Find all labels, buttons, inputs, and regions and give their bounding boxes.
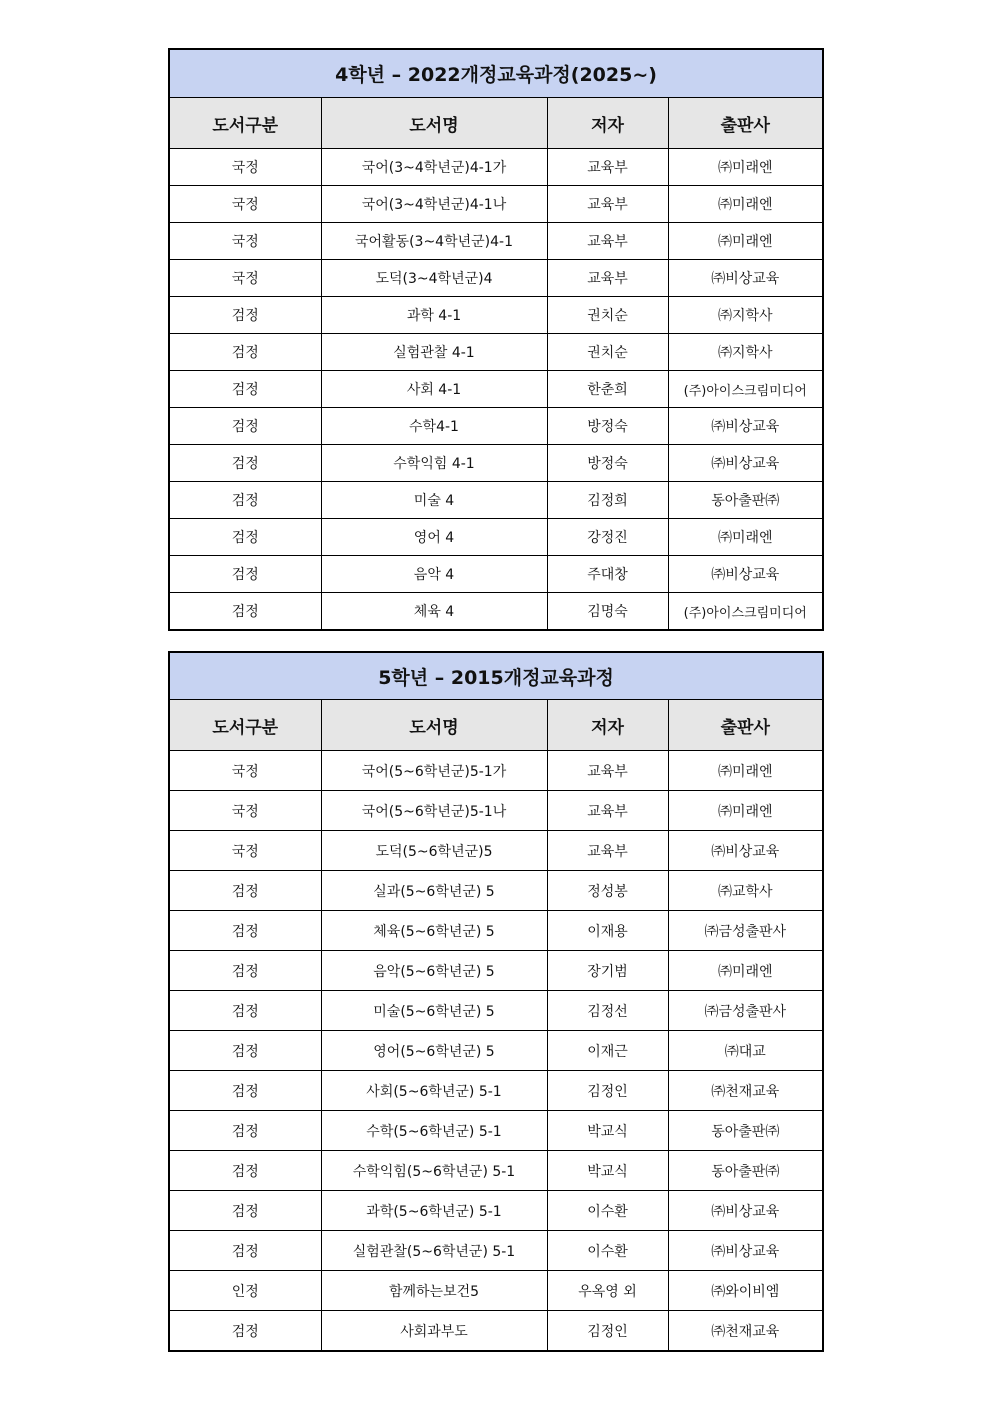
- table-row: [169, 593, 823, 631]
- cell-book-title: 도덕(5~6학년군)5: [321, 831, 547, 871]
- table-row: [169, 445, 823, 482]
- cell-publisher: ㈜천재교육: [668, 1071, 823, 1111]
- cell-publisher: ㈜미래엔: [668, 149, 823, 186]
- cell-book-title: 수학(5~6학년군) 5-1: [321, 1111, 547, 1151]
- table-row: [169, 1311, 823, 1352]
- cell-publisher: ㈜대교: [668, 1031, 823, 1071]
- table-row: [169, 408, 823, 445]
- cell-category: 국정: [169, 223, 321, 260]
- cell-category: 검정: [169, 1031, 321, 1071]
- cell-category: 검정: [169, 911, 321, 951]
- cell-category: 검정: [169, 334, 321, 371]
- cell-publisher: ㈜미래엔: [668, 951, 823, 991]
- table-row: [169, 297, 823, 334]
- cell-publisher: ㈜금성출판사: [668, 991, 823, 1031]
- cell-publisher: ㈜미래엔: [668, 519, 823, 556]
- cell-category: 검정: [169, 556, 321, 593]
- cell-publisher: ㈜미래엔: [668, 223, 823, 260]
- cell-category: 국정: [169, 260, 321, 297]
- cell-category: 검정: [169, 1071, 321, 1111]
- table-row: [169, 1151, 823, 1191]
- cell-author: 정성봉: [547, 871, 668, 911]
- header-book-title: 도서명: [321, 98, 547, 149]
- cell-book-title: 체육 4: [321, 593, 547, 631]
- cell-author: 교육부: [547, 186, 668, 223]
- cell-book-title: 수학익힘(5~6학년군) 5-1: [321, 1151, 547, 1191]
- cell-author: 방정숙: [547, 445, 668, 482]
- table-row: [169, 1231, 823, 1271]
- cell-author: 교육부: [547, 149, 668, 186]
- cell-book-title: 실과(5~6학년군) 5: [321, 871, 547, 911]
- cell-author: 교육부: [547, 831, 668, 871]
- cell-category: 검정: [169, 1151, 321, 1191]
- table-row: [169, 1031, 823, 1071]
- cell-category: 검정: [169, 371, 321, 408]
- table-row: [169, 260, 823, 297]
- table-row: [169, 791, 823, 831]
- header-category: 도서구분: [169, 98, 321, 149]
- cell-publisher: 동아출판㈜: [668, 1151, 823, 1191]
- cell-category: 검정: [169, 445, 321, 482]
- cell-publisher: ㈜미래엔: [668, 751, 823, 791]
- cell-book-title: 체육(5~6학년군) 5: [321, 911, 547, 951]
- cell-publisher: ㈜금성출판사: [668, 911, 823, 951]
- cell-publisher: 동아출판㈜: [668, 482, 823, 519]
- cell-book-title: 음악(5~6학년군) 5: [321, 951, 547, 991]
- cell-category: 검정: [169, 408, 321, 445]
- cell-category: 검정: [169, 991, 321, 1031]
- table-row: [169, 1111, 823, 1151]
- cell-category: 국정: [169, 186, 321, 223]
- cell-publisher: ㈜교학사: [668, 871, 823, 911]
- cell-book-title: 국어(5~6학년군)5-1나: [321, 791, 547, 831]
- cell-publisher: ㈜비상교육: [668, 1191, 823, 1231]
- grade4-textbook-table: [168, 48, 824, 631]
- cell-publisher: (주)아이스크림미디어: [668, 593, 823, 631]
- cell-book-title: 음악 4: [321, 556, 547, 593]
- cell-book-title: 국어(3~4학년군)4-1가: [321, 149, 547, 186]
- cell-category: 검정: [169, 297, 321, 334]
- cell-category: 국정: [169, 831, 321, 871]
- table-row: [169, 751, 823, 791]
- cell-author: 우옥영 외: [547, 1271, 668, 1311]
- cell-book-title: 국어활동(3~4학년군)4-1: [321, 223, 547, 260]
- cell-book-title: 수학익힘 4-1: [321, 445, 547, 482]
- cell-author: 김정인: [547, 1071, 668, 1111]
- table-title-row: [169, 49, 823, 98]
- cell-book-title: 사회 4-1: [321, 371, 547, 408]
- cell-author: 장기범: [547, 951, 668, 991]
- cell-author: 이재용: [547, 911, 668, 951]
- cell-publisher: ㈜비상교육: [668, 445, 823, 482]
- cell-author: 이수환: [547, 1231, 668, 1271]
- cell-author: 김정선: [547, 991, 668, 1031]
- cell-author: 박교식: [547, 1151, 668, 1191]
- table-title: 4학년 – 2022개정교육과정(2025~): [169, 49, 823, 98]
- table-row: [169, 871, 823, 911]
- cell-book-title: 국어(5~6학년군)5-1가: [321, 751, 547, 791]
- grade5-textbook-table: [168, 651, 824, 1352]
- table-row: [169, 1191, 823, 1231]
- header-book-title: 도서명: [321, 700, 547, 751]
- table-row: [169, 911, 823, 951]
- cell-category: 인정: [169, 1271, 321, 1311]
- table-title-row: [169, 652, 823, 700]
- cell-publisher: (주)아이스크림미디어: [668, 371, 823, 408]
- cell-book-title: 수학4-1: [321, 408, 547, 445]
- cell-author: 교육부: [547, 260, 668, 297]
- cell-publisher: ㈜지학사: [668, 334, 823, 371]
- cell-author: 김정인: [547, 1311, 668, 1352]
- table-header-row: [169, 98, 823, 149]
- cell-author: 이수환: [547, 1191, 668, 1231]
- cell-author: 교육부: [547, 751, 668, 791]
- cell-book-title: 영어 4: [321, 519, 547, 556]
- cell-publisher: ㈜미래엔: [668, 186, 823, 223]
- cell-publisher: ㈜와이비엠: [668, 1271, 823, 1311]
- cell-book-title: 도덕(3~4학년군)4: [321, 260, 547, 297]
- cell-category: 국정: [169, 149, 321, 186]
- cell-book-title: 미술 4: [321, 482, 547, 519]
- cell-publisher: ㈜미래엔: [668, 791, 823, 831]
- cell-category: 검정: [169, 1191, 321, 1231]
- table-row: [169, 371, 823, 408]
- cell-publisher: ㈜비상교육: [668, 556, 823, 593]
- header-category: 도서구분: [169, 700, 321, 751]
- header-publisher: 출판사: [668, 700, 823, 751]
- cell-book-title: 사회(5~6학년군) 5-1: [321, 1071, 547, 1111]
- cell-book-title: 국어(3~4학년군)4-1나: [321, 186, 547, 223]
- cell-category: 검정: [169, 593, 321, 631]
- cell-author: 권치순: [547, 334, 668, 371]
- cell-category: 검정: [169, 951, 321, 991]
- table-row: [169, 149, 823, 186]
- cell-category: 검정: [169, 1111, 321, 1151]
- cell-category: 국정: [169, 751, 321, 791]
- cell-book-title: 미술(5~6학년군) 5: [321, 991, 547, 1031]
- table-header-row: [169, 700, 823, 751]
- cell-category: 검정: [169, 1311, 321, 1352]
- table-row: [169, 482, 823, 519]
- header-publisher: 출판사: [668, 98, 823, 149]
- cell-author: 강정진: [547, 519, 668, 556]
- cell-category: 검정: [169, 482, 321, 519]
- cell-publisher: ㈜비상교육: [668, 260, 823, 297]
- cell-author: 교육부: [547, 791, 668, 831]
- cell-publisher: ㈜천재교육: [668, 1311, 823, 1352]
- table-row: [169, 951, 823, 991]
- cell-publisher: ㈜지학사: [668, 297, 823, 334]
- cell-author: 김정희: [547, 482, 668, 519]
- cell-category: 검정: [169, 1231, 321, 1271]
- table-title: 5학년 – 2015개정교육과정: [169, 652, 823, 700]
- table-row: [169, 519, 823, 556]
- cell-author: 한춘희: [547, 371, 668, 408]
- table-row: [169, 1071, 823, 1111]
- cell-author: 방정숙: [547, 408, 668, 445]
- table-row: [169, 1271, 823, 1311]
- table-row: [169, 991, 823, 1031]
- cell-book-title: 함께하는보건5: [321, 1271, 547, 1311]
- cell-author: 교육부: [547, 223, 668, 260]
- cell-book-title: 실험관찰(5~6학년군) 5-1: [321, 1231, 547, 1271]
- header-author: 저자: [547, 700, 668, 751]
- cell-book-title: 과학 4-1: [321, 297, 547, 334]
- header-author: 저자: [547, 98, 668, 149]
- cell-publisher: ㈜비상교육: [668, 831, 823, 871]
- cell-author: 권치순: [547, 297, 668, 334]
- cell-category: 검정: [169, 519, 321, 556]
- cell-category: 검정: [169, 871, 321, 911]
- cell-book-title: 영어(5~6학년군) 5: [321, 1031, 547, 1071]
- cell-category: 국정: [169, 791, 321, 831]
- cell-publisher: ㈜비상교육: [668, 1231, 823, 1271]
- cell-author: 주대창: [547, 556, 668, 593]
- table-row: [169, 831, 823, 871]
- cell-book-title: 사회과부도: [321, 1311, 547, 1352]
- cell-publisher: ㈜비상교육: [668, 408, 823, 445]
- cell-publisher: 동아출판㈜: [668, 1111, 823, 1151]
- cell-book-title: 과학(5~6학년군) 5-1: [321, 1191, 547, 1231]
- table-row: [169, 223, 823, 260]
- table-row: [169, 186, 823, 223]
- table-row: [169, 556, 823, 593]
- table-row: [169, 334, 823, 371]
- cell-author: 이재근: [547, 1031, 668, 1071]
- cell-author: 박교식: [547, 1111, 668, 1151]
- cell-author: 김명숙: [547, 593, 668, 631]
- cell-book-title: 실험관찰 4-1: [321, 334, 547, 371]
